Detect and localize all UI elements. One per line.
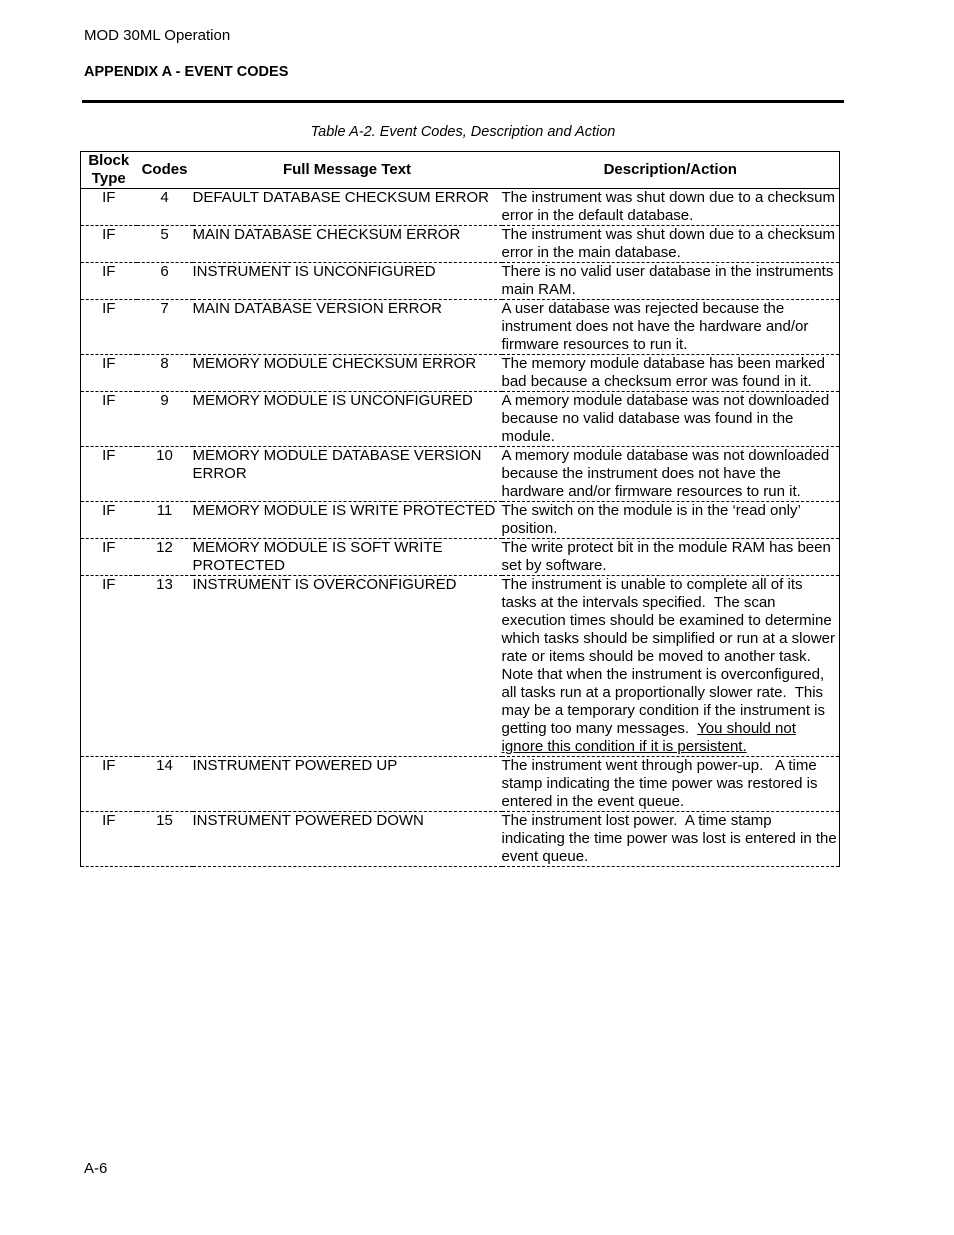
table-row	[81, 502, 840, 539]
description-cell-text: A user database was rejected because the instrument does not have the hardware and/or firmware resources to run it.	[501, 300, 813, 353]
table-row	[81, 355, 840, 392]
block-type-cell-text: IF	[102, 447, 116, 464]
code-cell	[137, 392, 193, 447]
block-type-cell	[81, 392, 137, 447]
description-cell	[502, 502, 840, 539]
message-cell	[193, 189, 502, 226]
description-cell-text: A memory module database was not downloaded because the instrument does not have the hardware and/or firmware resources to run it.	[501, 447, 834, 500]
table-row	[81, 447, 840, 502]
description-cell-text: The write protect bit in the module RAM has been set by software.	[501, 539, 836, 574]
description-cell	[502, 226, 840, 263]
header-description: Description/Action	[502, 152, 840, 189]
message-cell-text: MEMORY MODULE DATABASE VERSION ERROR	[192, 447, 486, 482]
message-cell	[193, 447, 502, 502]
block-type-cell-text: IF	[102, 355, 116, 372]
message-cell-text: MAIN DATABASE CHECKSUM ERROR	[192, 226, 461, 243]
description-cell	[502, 189, 840, 226]
message-cell	[193, 539, 502, 576]
message-cell	[193, 502, 502, 539]
code-cell-text: 4	[160, 189, 169, 206]
code-cell	[137, 447, 193, 502]
block-type-cell-text: IF	[102, 189, 116, 206]
code-cell	[137, 757, 193, 812]
table-row	[81, 539, 840, 576]
message-cell-text: MEMORY MODULE IS SOFT WRITE PROTECTED	[192, 539, 447, 574]
page-number: A-6	[84, 1160, 108, 1177]
table-row	[81, 812, 840, 867]
code-cell	[137, 226, 193, 263]
header-block-line2: Type	[91, 170, 126, 187]
code-cell	[137, 189, 193, 226]
block-type-cell-text: IF	[102, 757, 116, 774]
message-cell	[193, 263, 502, 300]
message-cell-text: MEMORY MODULE IS WRITE PROTECTED	[192, 502, 496, 519]
message-cell-text: INSTRUMENT IS UNCONFIGURED	[192, 263, 436, 280]
table-row	[81, 757, 840, 812]
block-type-cell-text: IF	[102, 226, 116, 243]
description-cell	[502, 392, 840, 447]
code-cell-text: 15	[156, 812, 173, 829]
message-cell-text: DEFAULT DATABASE CHECKSUM ERROR	[192, 189, 489, 206]
code-cell-text: 12	[156, 539, 173, 556]
header-block-type	[81, 152, 137, 189]
code-cell-text: 13	[156, 576, 173, 593]
code-cell-text: 9	[160, 392, 169, 409]
message-cell	[193, 226, 502, 263]
table-row	[81, 300, 840, 355]
block-type-cell	[81, 539, 137, 576]
code-cell-text: 11	[156, 502, 173, 519]
message-cell-text: INSTRUMENT POWERED DOWN	[192, 812, 424, 829]
code-cell-text: 10	[156, 447, 173, 464]
message-cell-text: MEMORY MODULE CHECKSUM ERROR	[192, 355, 477, 372]
block-type-cell	[81, 263, 137, 300]
description-cell-text: The memory module database has been marked bad because a checksum error was found in it.	[501, 355, 830, 390]
message-cell	[193, 576, 502, 757]
code-cell	[137, 576, 193, 757]
block-type-cell	[81, 757, 137, 812]
block-type-cell-text: IF	[102, 812, 116, 829]
message-cell-text: MAIN DATABASE VERSION ERROR	[192, 300, 442, 317]
appendix-title: APPENDIX A - EVENT CODES	[84, 64, 289, 80]
table-row	[81, 263, 840, 300]
code-cell-text: 5	[160, 226, 169, 243]
message-cell-text: INSTRUMENT POWERED UP	[192, 757, 398, 774]
header-codes: Codes	[137, 152, 193, 189]
block-type-cell	[81, 355, 137, 392]
header-rule	[82, 100, 844, 103]
code-cell	[137, 502, 193, 539]
table-row	[81, 392, 840, 447]
description-cell-text: The instrument was shut down due to a checksum error in the main database.	[501, 226, 840, 261]
description-cell	[502, 300, 840, 355]
description-cell-text: The switch on the module is in the ‘read only’ position.	[501, 502, 805, 537]
description-cell	[502, 757, 840, 812]
block-type-cell	[81, 189, 137, 226]
block-type-cell	[81, 300, 137, 355]
description-cell	[502, 539, 840, 576]
block-type-cell-text: IF	[102, 502, 116, 519]
block-type-cell	[81, 226, 137, 263]
description-cell-text: The instrument lost power. A time stamp indicating the time power was lost is entered in the event queue.	[501, 812, 841, 865]
block-type-cell-text: IF	[102, 263, 116, 280]
block-type-cell	[81, 812, 137, 867]
table-header-row	[81, 152, 840, 189]
code-cell-text: 8	[160, 355, 169, 372]
code-cell	[137, 539, 193, 576]
block-type-cell-text: IF	[102, 392, 116, 409]
block-type-cell	[81, 502, 137, 539]
description-emphasis-text: You should not ignore this condition if it is persistent.	[501, 720, 796, 755]
block-type-cell	[81, 576, 137, 757]
table-row	[81, 576, 840, 757]
event-codes-table	[80, 151, 840, 867]
table-row	[81, 226, 840, 263]
description-cell-text: There is no valid user database in the instruments main RAM.	[501, 263, 838, 298]
description-cell-text: The instrument is unable to complete all of its tasks at the intervals specified. The scan execution times should be examined to determine which tasks should be simplified or run at a slower rate or items should be moved to another task. Note that when the instrument is overconfigured, all tasks run at a proportionally slower rate. This may be a temporary condition if the instrument is getting too many messages.	[501, 576, 840, 737]
table-caption: Table A-2. Event Codes, Description and Action	[310, 124, 616, 140]
description-cell	[502, 447, 840, 502]
description-cell-text: A memory module database was not downloaded because no valid database was found in the module.	[501, 392, 834, 445]
description-cell-text: The instrument went through power-up. A time stamp indicating the time power was restored is entered in the event queue.	[501, 757, 822, 810]
table-body	[81, 189, 840, 867]
document-title: MOD 30ML Operation	[84, 27, 231, 44]
code-cell-text: 7	[160, 300, 169, 317]
description-cell	[502, 355, 840, 392]
block-type-cell	[81, 447, 137, 502]
message-cell	[193, 355, 502, 392]
block-type-cell-text: IF	[102, 576, 116, 593]
message-cell	[193, 392, 502, 447]
code-cell	[137, 300, 193, 355]
block-type-cell-text: IF	[102, 539, 116, 556]
code-cell-text: 6	[160, 263, 169, 280]
code-cell	[137, 263, 193, 300]
header-message: Full Message Text	[193, 152, 502, 189]
message-cell-text: MEMORY MODULE IS UNCONFIGURED	[192, 392, 473, 409]
description-cell-text: The instrument was shut down due to a checksum error in the default database.	[501, 189, 840, 224]
message-cell	[193, 757, 502, 812]
code-cell-text: 14	[156, 757, 173, 774]
description-cell	[502, 576, 840, 757]
code-cell	[137, 812, 193, 867]
message-cell	[193, 300, 502, 355]
header-block-line1: Block	[88, 152, 130, 169]
message-cell	[193, 812, 502, 867]
message-cell-text: INSTRUMENT IS OVERCONFIGURED	[192, 576, 457, 593]
block-type-cell-text: IF	[102, 300, 116, 317]
description-cell	[502, 812, 840, 867]
code-cell	[137, 355, 193, 392]
table-row	[81, 189, 840, 226]
description-cell	[502, 263, 840, 300]
